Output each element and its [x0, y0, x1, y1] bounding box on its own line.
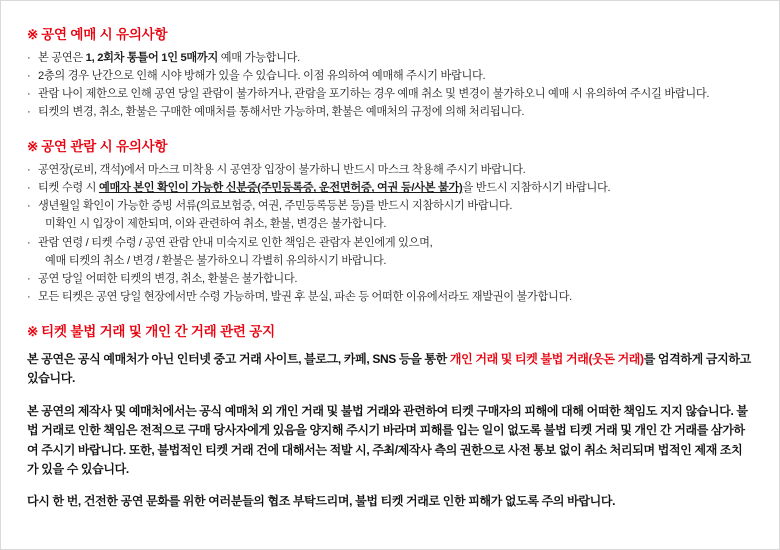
paragraph-1-highlight-1: 개인 거래 및 티켓 불법 거래	[449, 351, 589, 366]
bullet-icon: ·	[27, 182, 31, 195]
list-item	[27, 271, 753, 288]
list-item-text: 관람 나이 제한으로 인해 공연 당일 관람이 불가하거나, 관람을 포기하는 경우 예매 취소 및 변경이 불가하오니 예매 시 유의하여 주시길 바랍니다.	[38, 88, 710, 101]
asterisk-icon: ※	[27, 323, 39, 339]
list-item-keyword: 1, 2회차 통틀어 1인 5매까지	[85, 52, 218, 65]
section-viewing-notice	[27, 139, 753, 305]
list-item	[27, 50, 753, 67]
list-item	[27, 235, 753, 252]
illegal-trade-paragraph-2: 본 공연의 제작사 및 예매처에서는 공식 예매처 외 개인 거래 및 불법 거래와 관련하여 티켓 구매자의 피해에 대해 어떠한 책임도 지지 않습니다. 불법 거래로 인한 책임은 전적으로 구매 당사자에게 있음을 양지해 주시기 바라며 피해를 입는 일이 없도록 불법 티켓 거래 및 개인 간 거래를 삼가하여 주시기 바랍니다. 또한, 불법적인 티켓 거래 건에 대해서는 적발 시, 주최/제작사 측의 권한으로 사전 통보 없이 취소 처리되며 법적인 제재 조치가 있을 수 있습니다.	[27, 403, 748, 476]
section-presale-notice	[27, 27, 753, 121]
list-item-text: 2층의 경우 난간으로 인해 시야 방해가 있을 수 있습니다. 이점 유의하여 예매해 주시기 바랍니다.	[38, 70, 486, 83]
list-item	[27, 216, 753, 233]
section-illegal-trade-notice	[27, 324, 753, 512]
list-item-text-tail: 을 반드시 지참하시기 바랍니다.	[462, 182, 611, 195]
presale-notice-list	[27, 50, 753, 121]
section-heading-viewing	[27, 139, 753, 155]
list-item	[27, 86, 753, 103]
list-item-text: 생년월일 확인이 가능한 증빙 서류(의료보험증, 여권, 주민등록등본 등)를 반드시 지참하시기 바랍니다.	[38, 200, 513, 213]
illegal-trade-paragraph-3: 다시 한 번, 건전한 공연 문화를 위한 여러분들의 협조 부탁드리며, 불법 티켓 거래로 인한 피해가 없도록 주의 바랍니다.	[27, 494, 616, 509]
paragraph-1-part-a: 본 공연은 공식 예매처가 아닌 인터넷 중고 거래 사이트, 블로그, 카페, SNS 등을 통한	[27, 351, 450, 366]
viewing-notice-list	[27, 162, 753, 305]
bullet-icon: ·	[27, 70, 31, 83]
section-heading-presale	[27, 27, 753, 43]
list-item-text-tail: 예매 가능합니다.	[217, 52, 300, 65]
bullet-icon: ·	[27, 88, 31, 101]
list-item-text: 공연장(로비, 객석)에서 마스크 미착용 시 공연장 입장이 불가하니 반드시 마스크 착용해 주시기 바랍니다.	[38, 164, 526, 177]
section-heading-illegal-trade	[27, 324, 753, 340]
list-item	[27, 180, 753, 197]
list-item-text: 모든 티켓은 공연 당일 현장에서만 수령 가능하며, 발권 후 분실, 파손 등 어떠한 이유에서라도 재발권이 불가합니다.	[38, 290, 572, 303]
list-item-text: 예매 티켓의 취소 / 변경 / 환불은 불가하오니 각별히 유의하시기 바랍니다.	[45, 254, 387, 267]
list-item-text: 공연 당일 어떠한 티켓의 변경, 취소, 환불은 불가합니다.	[38, 272, 298, 285]
bullet-icon: ·	[27, 52, 31, 65]
illegal-trade-paragraph-1	[27, 350, 753, 389]
list-item	[27, 198, 753, 215]
list-item-text: 관람 연령 / 티켓 수령 / 공연 관람 안내 미숙지로 인한 책임은 관람자 본인에게 있으며,	[38, 236, 433, 249]
section-heading-presale-label: 공연 예매 시 유의사항	[41, 27, 168, 42]
bullet-icon: ·	[27, 272, 31, 285]
list-item	[27, 104, 753, 121]
list-item-text: 티켓의 변경, 취소, 환불은 구매한 예매처를 통해서만 가능하며, 환불은 예매처의 규정에 의해 처리됩니다.	[38, 106, 525, 119]
bullet-icon: ·	[27, 236, 31, 249]
paragraph-1-part-c: 하고 있습니다.	[27, 351, 751, 386]
list-item-keyword: 예매자 본인 확인이 가능한 신분증(주민등록증, 운전면허증, 여권 등/사본 불가)	[98, 182, 463, 195]
bullet-icon: ·	[27, 200, 31, 213]
paragraph-1-part-b: 를 엄격하게 금지	[643, 351, 729, 366]
section-heading-viewing-label: 공연 관람 시 유의사항	[41, 139, 168, 155]
bullet-icon: ·	[27, 106, 31, 119]
list-item-text: 티켓 수령 시	[38, 182, 99, 195]
asterisk-icon: ※	[27, 139, 39, 155]
list-item	[27, 68, 753, 85]
list-item	[27, 253, 753, 270]
list-item	[27, 162, 753, 179]
bullet-icon: ·	[27, 290, 31, 303]
paragraph-1-highlight-2: (웃돈 거래)	[588, 351, 644, 366]
list-item-text: 본 공연은	[38, 52, 86, 65]
bullet-icon: ·	[27, 164, 31, 177]
section-heading-illegal-trade-label: 티켓 불법 거래 및 개인 간 거래 관련 공지	[41, 323, 275, 339]
list-item-text: 미확인 시 입장이 제한되며, 이와 관련하여 취소, 환불, 변경은 불가합니다.	[45, 218, 387, 231]
list-item	[27, 289, 753, 306]
asterisk-icon: ※	[27, 27, 39, 42]
